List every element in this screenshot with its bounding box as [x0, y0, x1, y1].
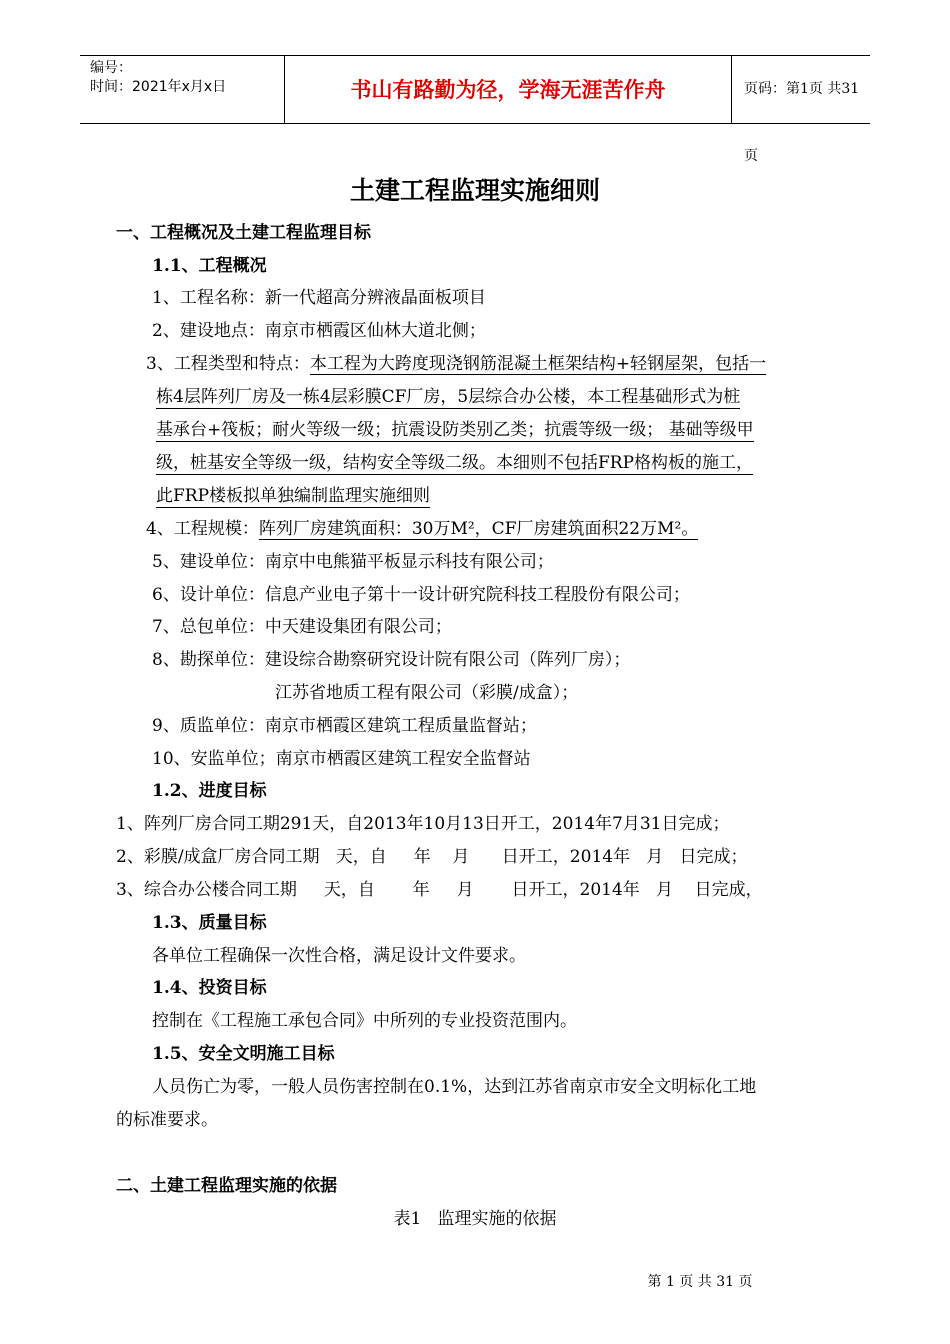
- invest-text: 控制在《工程施工承包合同》中所列的专业投资范围内。: [152, 1011, 577, 1031]
- item-type-line2: 栋4层阵列厂房及一栋4层彩膜CF厂房，5层综合办公楼，本工程基础形式为桩: [156, 387, 741, 407]
- subsection-1-5: 1.5、安全文明施工目标: [152, 1044, 335, 1064]
- section2-heading: 二、土建工程监理实施的依据: [116, 1176, 337, 1196]
- page-footer: 第 1 页 共 31 页: [647, 1274, 753, 1290]
- item-contractor: 7、总包单位：中天建设集团有限公司；: [152, 617, 452, 637]
- table-caption: 表1 监理实施的依据: [393, 1209, 557, 1229]
- header-motto: 书山有路勤为径，学海无涯苦作舟: [284, 56, 732, 123]
- item-type-line4: 级，桩基安全等级一级，结构安全等级二级。本细则不包括FRP格构板的施工，: [156, 453, 754, 473]
- item-designer: 6、设计单位：信息产业电子第十一设计研究院科技工程股份有限公司；: [152, 585, 690, 605]
- item-owner: 5、建设单位：南京中电熊猫平板显示科技有限公司；: [152, 552, 554, 572]
- subsection-1-1: 1.1、工程概况: [152, 256, 267, 276]
- number-label: 编号：: [90, 60, 132, 76]
- item-survey-1: 8、勘探单位：建设综合勘察研究设计院有限公司（阵列厂房）；: [152, 650, 631, 670]
- safety-text-line2: 的标准要求。: [116, 1110, 218, 1130]
- subsection-1-3: 1.3、质量目标: [152, 913, 267, 933]
- item-type-line1: 3、工程类型和特点：本工程为大跨度现浇钢筋混凝土框架结构+轻钢屋架，包括一: [146, 354, 767, 374]
- schedule-line-1: 1、阵列厂房合同工期291天，自2013年10月13日开工，2014年7月31日完成；: [116, 814, 730, 834]
- schedule-line-3: 3、综合办公楼合同工期 天，自 年 月 日开工，2014年 月 日完成，: [116, 880, 763, 900]
- section1-heading: 一、工程概况及土建工程监理目标: [116, 223, 371, 243]
- safety-text-line1: 人员伤亡为零，一般人员伤害控制在0.1%，达到江苏省南京市安全文明标化工地: [152, 1077, 757, 1097]
- item-survey-2: 江苏省地质工程有限公司（彩膜/成盒）；: [275, 683, 579, 703]
- header-left: [80, 56, 284, 123]
- item-scale: 4、工程规模：阵列厂房建筑面积：30万M²，CF厂房建筑面积22万M²。: [146, 519, 699, 539]
- item-safety-supervision: 10、安监单位；南京市栖霞区建筑工程安全监督站: [152, 749, 531, 769]
- item-type-line3: 基承台+筏板；耐火等级一级；抗震设防类别乙类；抗震等级一级； 基础等级甲: [156, 420, 754, 440]
- header-page-info: 页码：第1页 共31页: [744, 81, 860, 164]
- schedule-line-2: 2、彩膜/成盒厂房合同工期 天，自 年 月 日开工，2014年 月 日完成；: [116, 847, 748, 867]
- item-site: 2、建设地点：南京市栖霞区仙林大道北侧；: [152, 321, 486, 341]
- item-project-name: 1、工程名称：新一代超高分辨液晶面板项目: [152, 288, 486, 308]
- subsection-1-2: 1.2、进度目标: [152, 781, 267, 801]
- subsection-1-4: 1.4、投资目标: [152, 978, 267, 998]
- item-quality-supervision: 9、质监单位：南京市栖霞区建筑工程质量监督站；: [152, 716, 537, 736]
- item-type-line5: 此FRP楼板拟单独编制监理实施细则: [156, 486, 431, 506]
- date-line: 时间：2021年x月x日: [90, 79, 227, 95]
- quality-text: 各单位工程确保一次性合格，满足设计文件要求。: [152, 946, 526, 966]
- document-title: 土建工程监理实施细则: [349, 176, 600, 205]
- page-header: [80, 55, 870, 164]
